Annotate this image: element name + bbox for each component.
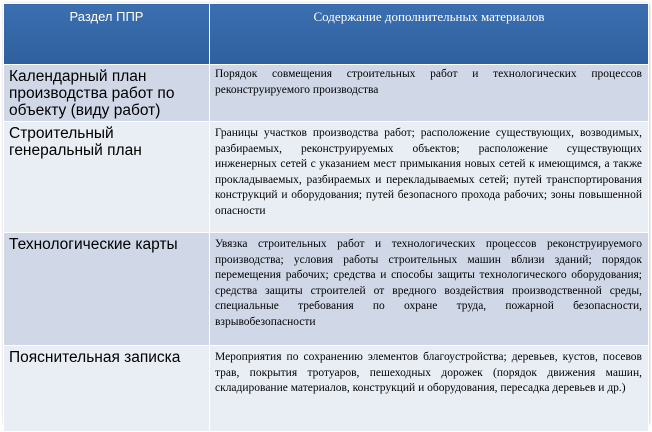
section-cell: [4, 65, 210, 122]
content-cell: [210, 346, 649, 432]
section-label: Пояснительная записка: [9, 349, 181, 366]
header-content: Содержание дополнительных материалов: [210, 4, 649, 65]
section-label: Календарный план производства работ по объекту (виду работ): [9, 68, 175, 119]
content-text: Увязка строительных работ и технологических процессов реконструируемого производства; условия работы строительных машин вблизи зданий; порядок перемещения рабочих; средства и способы защиты технологического оборудования; средства защиты строителей от вредного воздействия производственной среды, специальные требования по охране труда, пожарной безопасности, взрывобезопасности: [215, 238, 642, 328]
section-cell: [4, 233, 210, 346]
table-row: [4, 233, 649, 346]
header-section: Раздел ППР: [4, 4, 210, 65]
content-text: Границы участков производства работ; расположение существующих, возводимых, разбираемых, реконструируемых объектов; расположение существующих инженерных сетей с указанием мест примыкания новых сетей к имеющимся, а также прокладываемых, разбираемых и перекладываемых сетей; путей транспортирования конструкций и оборудования; путей безопасного прохода рабочих; зоны повышенной опасности: [215, 127, 642, 217]
content-cell: [210, 65, 649, 122]
table-row: [4, 65, 649, 122]
section-cell: [4, 346, 210, 432]
table-row: [4, 122, 649, 233]
section-cell: [4, 122, 210, 233]
ppr-table-frame: [3, 3, 648, 423]
table-header-row: [4, 4, 649, 65]
ppr-table: [3, 3, 649, 432]
content-text: Порядок совмещения строительных работ и технологических процессов реконструируемого производства: [215, 68, 642, 96]
table-row: [4, 346, 649, 432]
content-cell: [210, 233, 649, 346]
content-cell: [210, 122, 649, 233]
section-label: Технологические карты: [9, 236, 178, 253]
section-label: Строительный генеральный план: [9, 125, 142, 159]
content-text: Мероприятия по сохранению элементов благоустройства; деревьев, кустов, посевов трав, покрытия тротуаров, пешеходных дорожек (порядок движения машин, складирование материалов, конструкций и оборудования, пересадка деревьев и др.): [215, 351, 642, 394]
